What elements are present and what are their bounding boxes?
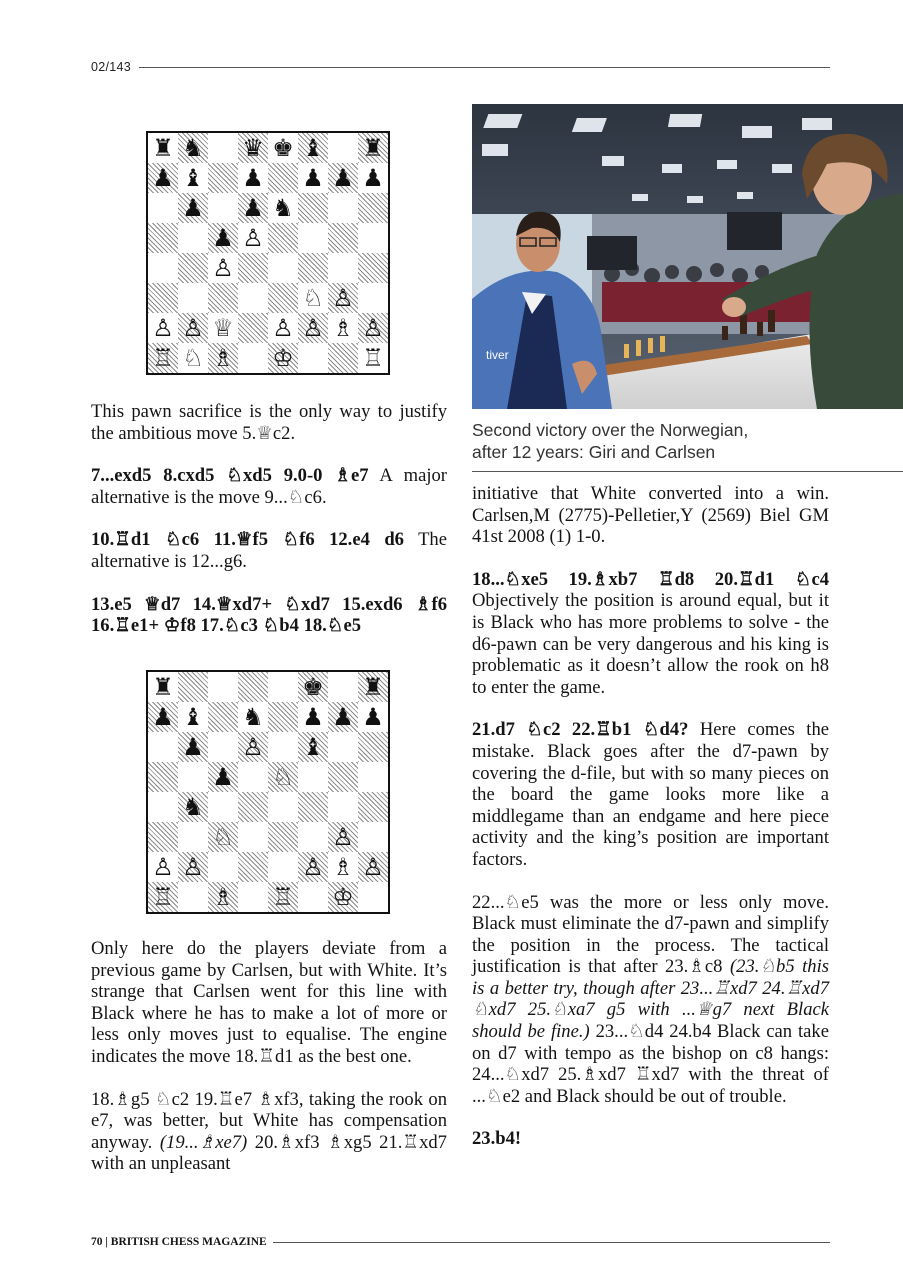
board-square (268, 193, 298, 223)
board-square (208, 313, 238, 343)
board-square (358, 163, 388, 193)
chess-piece: ♟ (152, 164, 174, 192)
chess-piece: ♟ (302, 164, 324, 192)
footer-rule (273, 1242, 830, 1243)
board-square (328, 822, 358, 852)
chess-piece: ♔ (272, 344, 294, 372)
chess-piece: ♙ (332, 823, 354, 851)
chess-piece: ♘ (212, 823, 234, 851)
board-square (178, 193, 208, 223)
board-square (328, 163, 358, 193)
move-sequence: 13.e5 ♕d7 14.♕xd7+ ♘xd7 15.exd6 ♗f6 16.♖e1+ ♔f8 17.♘c3 ♘b4 18.♘e5 (91, 593, 447, 637)
header-rule (139, 67, 830, 68)
board-square (358, 852, 388, 882)
chess-piece: ♟ (332, 703, 354, 731)
board-square (298, 343, 328, 373)
board-square (148, 882, 178, 912)
board-square (298, 253, 328, 283)
board-square (178, 313, 208, 343)
chess-piece: ♚ (272, 134, 294, 162)
move-sequence: 21.d7 ♘c2 22.♖b1 ♘d4? (472, 719, 689, 741)
board-square (268, 822, 298, 852)
move-sequence: 7...exd5 8.cxd5 ♘xd5 9.0-0 ♗e7 (91, 465, 369, 487)
board-square (268, 702, 298, 732)
board-square (358, 672, 388, 702)
page-number: 70 (91, 1236, 103, 1248)
board-square (208, 133, 238, 163)
chess-piece: ♘ (182, 344, 204, 372)
board-square (328, 882, 358, 912)
board-square (268, 223, 298, 253)
board-square (328, 672, 358, 702)
board-square (358, 193, 388, 223)
board-square (148, 702, 178, 732)
board-square (148, 792, 178, 822)
chess-piece: ♗ (212, 883, 234, 911)
board-square (358, 732, 388, 762)
chess-piece: ♖ (272, 883, 294, 911)
board-square (208, 732, 238, 762)
board-square (298, 193, 328, 223)
board-square (148, 283, 178, 313)
caption-rule (472, 471, 903, 472)
move-sequence: 18...♘xe5 19.♗xb7 ♖d8 20.♖d1 ♘c4 (472, 568, 829, 590)
board-square (238, 762, 268, 792)
board-square (358, 313, 388, 343)
board-square (178, 792, 208, 822)
board-square (178, 702, 208, 732)
board-square (148, 253, 178, 283)
chess-piece: ♙ (182, 853, 204, 881)
board-square (268, 882, 298, 912)
chess-piece: ♗ (332, 314, 354, 342)
board-square (238, 882, 268, 912)
page-count: 02/143 (91, 60, 132, 74)
board-square (238, 732, 268, 762)
board-square (298, 702, 328, 732)
chess-piece: ♜ (362, 134, 384, 162)
board-square (358, 223, 388, 253)
chess-piece: ♟ (152, 703, 174, 731)
board-square (268, 672, 298, 702)
chess-piece: ♙ (362, 853, 384, 881)
paragraph: 18...♘xe5 19.♗xb7 ♖d8 20.♖d1 ♘c4 Objectively the position is around equal, but it is Black who has more problems to solve - the d6-pawn can be very dangerous and his king is problematic as it doesn’t allow the rook on h8 to enter the game. (472, 568, 829, 698)
board-square (208, 702, 238, 732)
chess-piece: ♙ (152, 314, 174, 342)
page-footer (91, 1234, 830, 1250)
board-square (358, 822, 388, 852)
board-square (178, 822, 208, 852)
board-square (178, 852, 208, 882)
chess-piece: ♟ (332, 164, 354, 192)
board-square (238, 283, 268, 313)
board-square (238, 343, 268, 373)
board-square (268, 792, 298, 822)
board-square (238, 133, 268, 163)
board-square (148, 672, 178, 702)
chess-piece: ♙ (302, 314, 324, 342)
board-square (238, 702, 268, 732)
board-square (178, 163, 208, 193)
board-square (238, 253, 268, 283)
variation: (19...♗xe7) (159, 1131, 248, 1153)
board-square (358, 792, 388, 822)
chess-piece: ♟ (242, 194, 264, 222)
board-square (238, 163, 268, 193)
board-square (238, 822, 268, 852)
board-square (328, 702, 358, 732)
chess-piece: ♝ (302, 733, 324, 761)
photo-caption (472, 419, 832, 463)
left-column-lower (91, 938, 447, 1175)
chess-piece: ♗ (332, 853, 354, 881)
board-square (358, 343, 388, 373)
board-square (148, 732, 178, 762)
board-square (178, 253, 208, 283)
board-square (178, 223, 208, 253)
board-square (328, 223, 358, 253)
chess-piece: ♟ (302, 703, 324, 731)
board-square (298, 762, 328, 792)
chess-piece: ♗ (212, 344, 234, 372)
caption-line: after 12 years: Giri and Carlsen (472, 442, 716, 462)
board-square (298, 792, 328, 822)
board-square (298, 133, 328, 163)
board-square (208, 672, 238, 702)
board-square (148, 852, 178, 882)
chess-piece: ♜ (152, 673, 174, 701)
board-square (268, 253, 298, 283)
chess-piece: ♝ (182, 164, 204, 192)
board-square (358, 133, 388, 163)
chess-piece: ♙ (242, 224, 264, 252)
chess-piece: ♔ (332, 883, 354, 911)
chess-piece: ♙ (212, 254, 234, 282)
chess-piece: ♟ (362, 703, 384, 731)
board-square (328, 313, 358, 343)
board-square (148, 762, 178, 792)
chess-piece: ♙ (152, 853, 174, 881)
board-square (148, 223, 178, 253)
chess-piece: ♟ (182, 733, 204, 761)
board-square (208, 792, 238, 822)
board-square (328, 253, 358, 283)
chess-piece: ♞ (182, 793, 204, 821)
board-square (238, 193, 268, 223)
paragraph: 21.d7 ♘c2 22.♖b1 ♘d4? Here comes the mistake. Black goes after the d7-pawn by covering the d-file, but with so many pieces on the board the game looks more like a middlegame than an endgame and here piece activity and the king’s position are important factors. (472, 719, 829, 870)
chess-piece: ♞ (182, 134, 204, 162)
board-square (298, 732, 328, 762)
paragraph: This pawn sacrifice is the only way to justify the ambitious move 5.♕c2. (91, 401, 447, 444)
board-square (298, 283, 328, 313)
board-square (178, 343, 208, 373)
board-square (328, 193, 358, 223)
board-square (328, 283, 358, 313)
board-square (328, 133, 358, 163)
board-square (238, 313, 268, 343)
board-square (238, 223, 268, 253)
photo-giri-carlsen (472, 104, 903, 409)
caption-line: Second victory over the Norwegian, (472, 420, 749, 440)
chess-piece: ♖ (152, 883, 174, 911)
board-square (358, 283, 388, 313)
paragraph: initiative that White converted into a win. Carlsen,M (2775)-Pelletier,Y (2569) Biel GM 41st 2008 (1) 1-0. (472, 483, 829, 548)
move-sequence: 23.b4! (472, 1128, 522, 1150)
chess-piece: ♟ (362, 164, 384, 192)
tournament-photo (472, 104, 903, 409)
left-column (91, 401, 447, 637)
chess-piece: ♟ (212, 763, 234, 791)
board-square (178, 283, 208, 313)
footer-label (91, 1236, 273, 1248)
board-square (148, 133, 178, 163)
board-square (178, 762, 208, 792)
board-square (268, 762, 298, 792)
chess-piece: ♙ (362, 314, 384, 342)
paragraph: 18.♗g5 ♘c2 19.♖e7 ♗xf3, taking the rook on e7, was better, but White has compensation anyway. (19...♗xe7) 20.♗xf3 ♗xg5 21.♖xd7 with an unpleasant (91, 1088, 447, 1175)
board-square (208, 253, 238, 283)
board-square (208, 852, 238, 882)
board-square (328, 852, 358, 882)
paragraph (472, 1128, 829, 1150)
board-square (358, 702, 388, 732)
board-square (298, 852, 328, 882)
chess-piece: ♕ (212, 314, 234, 342)
right-column (472, 483, 829, 1150)
variation: (23.♘b5 this is a better try, though after 23...♖xd7 24.♖xd7 ♘xd7 25.♘xa7 g5 with ...♕g7 next Black should be fine.) (472, 956, 829, 1043)
chess-piece: ♝ (182, 703, 204, 731)
board-square (148, 163, 178, 193)
board-square (358, 253, 388, 283)
chess-piece: ♝ (302, 134, 324, 162)
board-square (328, 732, 358, 762)
chess-piece: ♟ (212, 224, 234, 252)
board-square (178, 882, 208, 912)
chess-piece: ♖ (362, 344, 384, 372)
chess-diagram-2 (146, 670, 390, 914)
board-square (358, 882, 388, 912)
chess-piece: ♛ (242, 134, 264, 162)
board-square (238, 672, 268, 702)
chess-piece: ♘ (302, 284, 324, 312)
chess-piece: ♙ (182, 314, 204, 342)
board-square (298, 163, 328, 193)
paragraph: Only here do the players deviate from a previous game by Carlsen, but with White. It’s strange that Carlsen went for this line with Black where he has to make a lot of more or less only moves just to equalise. The engine indicates the move 18.♖d1 as the best one. (91, 938, 447, 1067)
board-square (208, 343, 238, 373)
board-square (328, 762, 358, 792)
chess-piece: ♞ (242, 703, 264, 731)
board-square (178, 732, 208, 762)
board-square (238, 792, 268, 822)
board-square (178, 133, 208, 163)
board-square (268, 313, 298, 343)
board-square (328, 343, 358, 373)
board-square (208, 223, 238, 253)
chess-piece: ♙ (272, 314, 294, 342)
board-square (358, 762, 388, 792)
board-square (268, 343, 298, 373)
board-square (298, 822, 328, 852)
move-sequence: 10.♖d1 ♘c6 11.♕f5 ♘f6 12.e4 d6 (91, 529, 404, 551)
board-square (208, 163, 238, 193)
chess-piece: ♟ (242, 164, 264, 192)
board-square (328, 792, 358, 822)
board-square (268, 852, 298, 882)
page-header (91, 58, 830, 76)
chess-piece: ♖ (152, 344, 174, 372)
chess-piece: ♜ (152, 134, 174, 162)
board-square (298, 672, 328, 702)
board-square (268, 732, 298, 762)
board-square (268, 133, 298, 163)
board-square (178, 672, 208, 702)
chess-piece: ♙ (332, 284, 354, 312)
paragraph: 10.♖d1 ♘c6 11.♕f5 ♘f6 12.e4 d6 The alternative is 12...g6. (91, 529, 447, 572)
board-square (268, 163, 298, 193)
paragraph: 22...♘e5 was the more or less only move. Black must eliminate the d7-pawn and simplify the position in the process. The tactical justification is that after 23.♗c8 (23.♘b5 this is a better try, though after 23...♖xd7 24.♖xd7 ♘xd7 25.♘xa7 g5 with ...♕g7 next Black should be fine.) 23...♘d4 24.b4 Black can take on d7 with tempo as the bishop on c8 hangs: 24...♘xd7 25.♗xd7 ♖xd7 with the threat of ...♘e2 and Black should be out of trouble. (472, 891, 829, 1107)
board-square (238, 852, 268, 882)
board-square (298, 223, 328, 253)
board-square (148, 822, 178, 852)
chess-piece: ♙ (302, 853, 324, 881)
paragraph: 7...exd5 8.cxd5 ♘xd5 9.0-0 ♗e7 A major alternative is the move 9...♘c6. (91, 465, 448, 508)
chess-piece: ♘ (272, 763, 294, 791)
chess-piece: ♚ (302, 673, 324, 701)
paragraph (91, 594, 447, 637)
board-square (148, 343, 178, 373)
sign-text: tiver (486, 348, 509, 362)
chess-piece: ♞ (272, 194, 294, 222)
board-square (268, 283, 298, 313)
magazine-name: | BRITISH CHESS MAGAZINE (105, 1236, 267, 1248)
board-square (298, 313, 328, 343)
board-square (298, 882, 328, 912)
chess-diagram-1 (146, 131, 390, 375)
chess-piece: ♜ (362, 673, 384, 701)
board-square (208, 762, 238, 792)
chess-piece: ♙ (242, 733, 264, 761)
board-square (208, 882, 238, 912)
board-square (148, 193, 178, 223)
board-square (208, 283, 238, 313)
board-square (208, 193, 238, 223)
chess-piece: ♟ (182, 194, 204, 222)
board-square (148, 313, 178, 343)
board-square (208, 822, 238, 852)
